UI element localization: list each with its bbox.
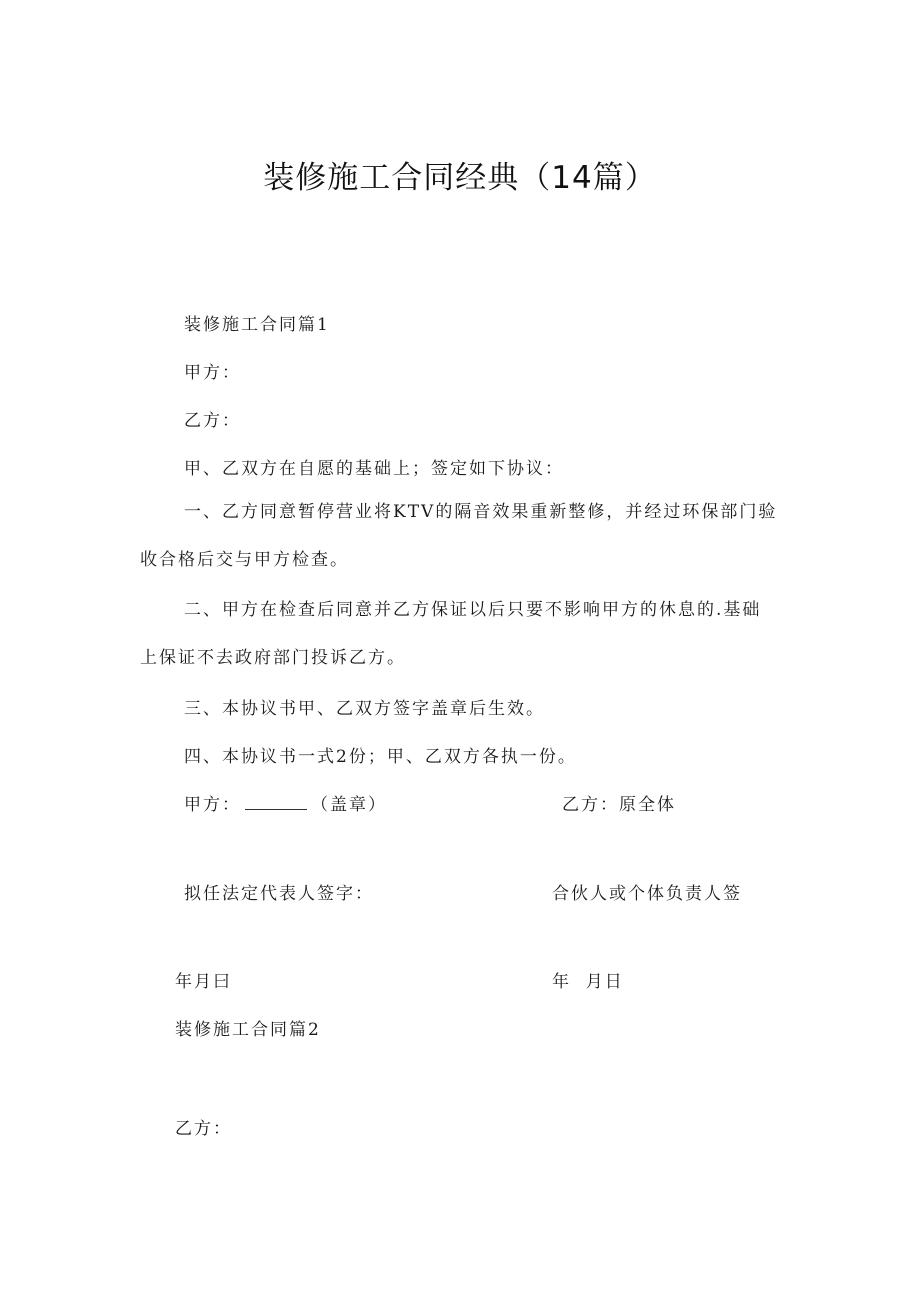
party-a-line: 甲方：	[184, 363, 241, 383]
agreement-intro: 甲、乙双方在自愿的基础上；签定如下协议：	[184, 459, 564, 479]
legal-rep-signature: 拟任法定代表人签字：	[184, 884, 374, 904]
section2-heading: 装修施工合同篇2	[175, 1020, 321, 1040]
clause-1: 一、乙方同意暂停营业将KTV的隔音效果重新整修，并经过环保部门验收合格后交与甲方检查。	[140, 502, 778, 570]
partner-signature: 合伙人或个体负责人签	[552, 884, 742, 904]
section1-heading: 装修施工合同篇1	[184, 315, 330, 335]
signature-party-a	[184, 790, 387, 815]
signature-party-a-label: 甲方：	[184, 795, 241, 815]
clause-4: 四、本协议书一式2份；甲、乙双方各执一份。	[184, 747, 577, 767]
party-b-line: 乙方：	[184, 411, 241, 431]
clause-2: 二、甲方在检查后同意并乙方保证以后只要不影响甲方的休息的.基础上保证不去政府部门投诉乙方。	[140, 600, 762, 668]
document-title: 装修施工合同经典（14篇）	[263, 160, 657, 196]
signature-party-b: 乙方：原全体	[562, 795, 676, 815]
section2-party-b: 乙方：	[175, 1119, 232, 1139]
date-party-a: 年月曰	[175, 972, 232, 992]
seal-label: （盖章）	[311, 795, 387, 815]
signature-blank-line	[245, 795, 307, 810]
clause-3: 三、本协议书甲、乙双方签字盖章后生效。	[184, 699, 545, 719]
date-party-b: 年 月日	[552, 972, 624, 992]
